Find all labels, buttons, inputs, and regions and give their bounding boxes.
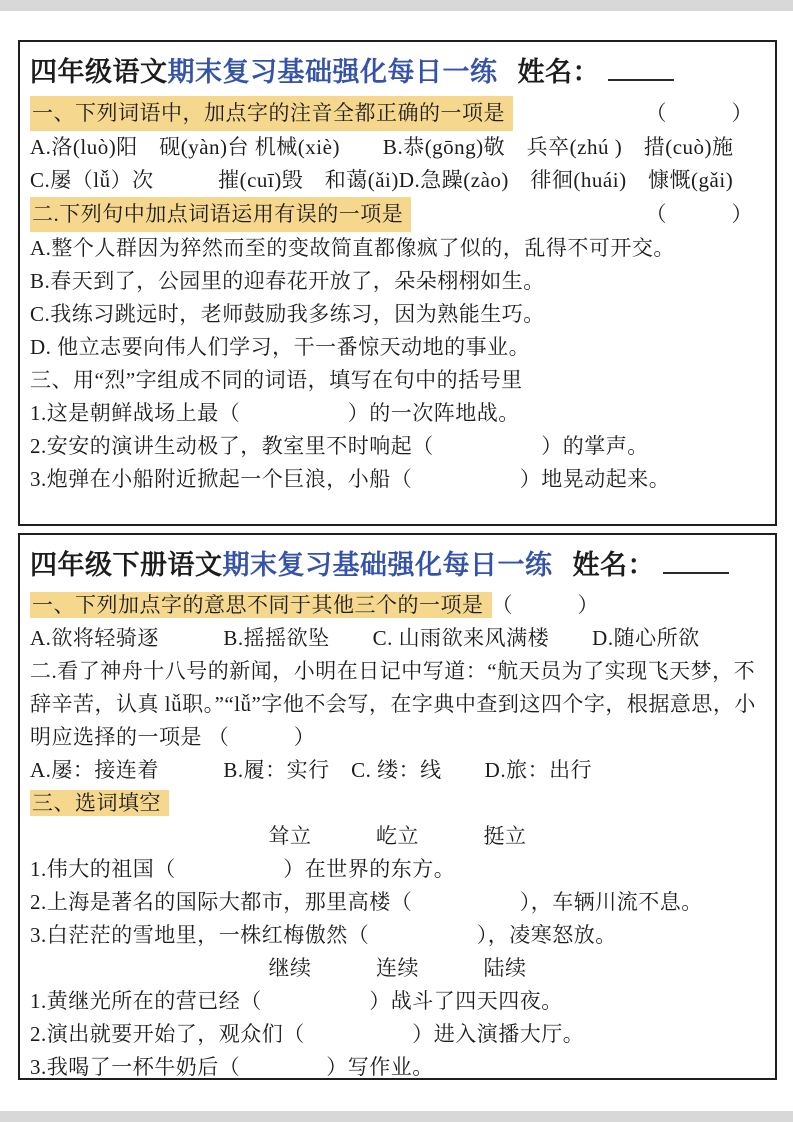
highlighted-text: 一、下列词语中，加点字的注音全都正确的一项是: [30, 96, 513, 131]
question-heading: [30, 589, 765, 622]
worksheet-line: 1.这是朝鲜战场上最（ ）的一次阵地战。: [30, 401, 520, 425]
title-grade: 四年级语文: [30, 57, 168, 87]
title-highlighted-course: 期末复习基础强化每日一练: [222, 550, 553, 580]
highlighted-text: 三、选词填空: [30, 790, 169, 816]
highlighted-text: 一、下列加点字的意思不同于其他三个的一项是: [30, 592, 492, 618]
worksheet-body: [30, 96, 765, 496]
worksheet-line: 1.伟大的祖国（ ）在世界的东方。: [30, 857, 456, 881]
worksheet-line: 3.炮弹在小船附近掀起一个巨浪，小船（ ）地晃动起来。: [30, 467, 671, 491]
name-label: 姓名：: [517, 57, 600, 87]
worksheet-card-2: [18, 533, 777, 1080]
name-blank-line: [608, 55, 674, 81]
worksheet-line: 3.我喝了一杯牛奶后（ ）写作业。: [30, 1055, 434, 1079]
question-heading: [30, 197, 765, 232]
scan-edge-top: [0, 0, 793, 11]
title-grade: 四年级下册语文: [30, 550, 223, 580]
worksheet-line: C.屡（lǚ）次 摧(cuī)毁 和蔼(ǎi)D.急躁(zào) 徘徊(huái) 慷慨(gǎi): [30, 168, 734, 192]
worksheet-line: 3.白茫茫的雪地里，一株红梅傲然（ ），凌寒怒放。: [30, 923, 617, 947]
worksheet-title: [30, 543, 765, 582]
worksheet-line: 2.安安的演讲生动极了，教室里不时响起（ ）的掌声。: [30, 434, 649, 458]
highlighted-text: 二.下列句中加点词语运用有误的一项是: [30, 197, 411, 232]
worksheet-title: [30, 50, 765, 89]
name-blank-line: [663, 548, 729, 574]
worksheet-card-1: [18, 40, 777, 526]
worksheet-body: [30, 589, 765, 1084]
worksheet-line: A.屡：接连着 B.履：实行 C. 缕：线 D.旅：出行: [30, 758, 593, 782]
word-bank: 继续 连续 陆续: [268, 956, 527, 980]
word-bank: 耸立 屹立 挺立: [268, 824, 527, 848]
answer-paren: （ ）: [491, 593, 599, 617]
answer-paren: （ ）: [645, 101, 753, 125]
scan-edge-bottom: [0, 1111, 793, 1122]
name-label: 姓名：: [572, 550, 655, 580]
worksheet-line: 三、用“烈”字组成不同的词语，填写在句中的括号里: [30, 368, 523, 392]
worksheet-line: 2.演出就要开始了，观众们（ ）进入演播大厅。: [30, 1022, 585, 1046]
worksheet-line: 1.黄继光所在的营已经（ ）战斗了四天四夜。: [30, 989, 563, 1013]
worksheet-line: 二.看了神舟十八号的新闻，小明在日记中写道：“航天员为了实现飞天梦，不辞辛苦，认真 lǚ职。”“lǚ”字他不会写，在字典中查到这四个字，根据意思，小明应选择的一项是 （ ）: [30, 659, 756, 749]
worksheet-line: 2.上海是著名的国际大都市，那里高楼（ ），车辆川流不息。: [30, 890, 703, 914]
worksheet-line: C.我练习跳远时，老师鼓励我多练习，因为熟能生巧。: [30, 302, 545, 326]
question-heading: [30, 96, 765, 131]
worksheet-line: B.春天到了，公园里的迎春花开放了，朵朵栩栩如生。: [30, 269, 545, 293]
worksheet-line: A.欲将轻骑逐 B.摇摇欲坠 C. 山雨欲来风满楼 D.随心所欲: [30, 626, 700, 650]
title-highlighted-course: 期末复习基础强化每日一练: [167, 57, 498, 87]
answer-paren: （ ）: [645, 202, 753, 226]
worksheet-line: A.整个人群因为猝然而至的变故简直都像疯了似的，乱得不可开交。: [30, 236, 675, 260]
question-heading: [30, 787, 765, 820]
worksheet-line: D. 他立志要向伟人们学习，干一番惊天动地的事业。: [30, 335, 531, 359]
worksheet-line: A.洛(luò)阳 砚(yàn)台 机械(xiè) B.恭(gōng)敬 兵卒(zhú ) 措(cuò)施: [30, 135, 734, 159]
